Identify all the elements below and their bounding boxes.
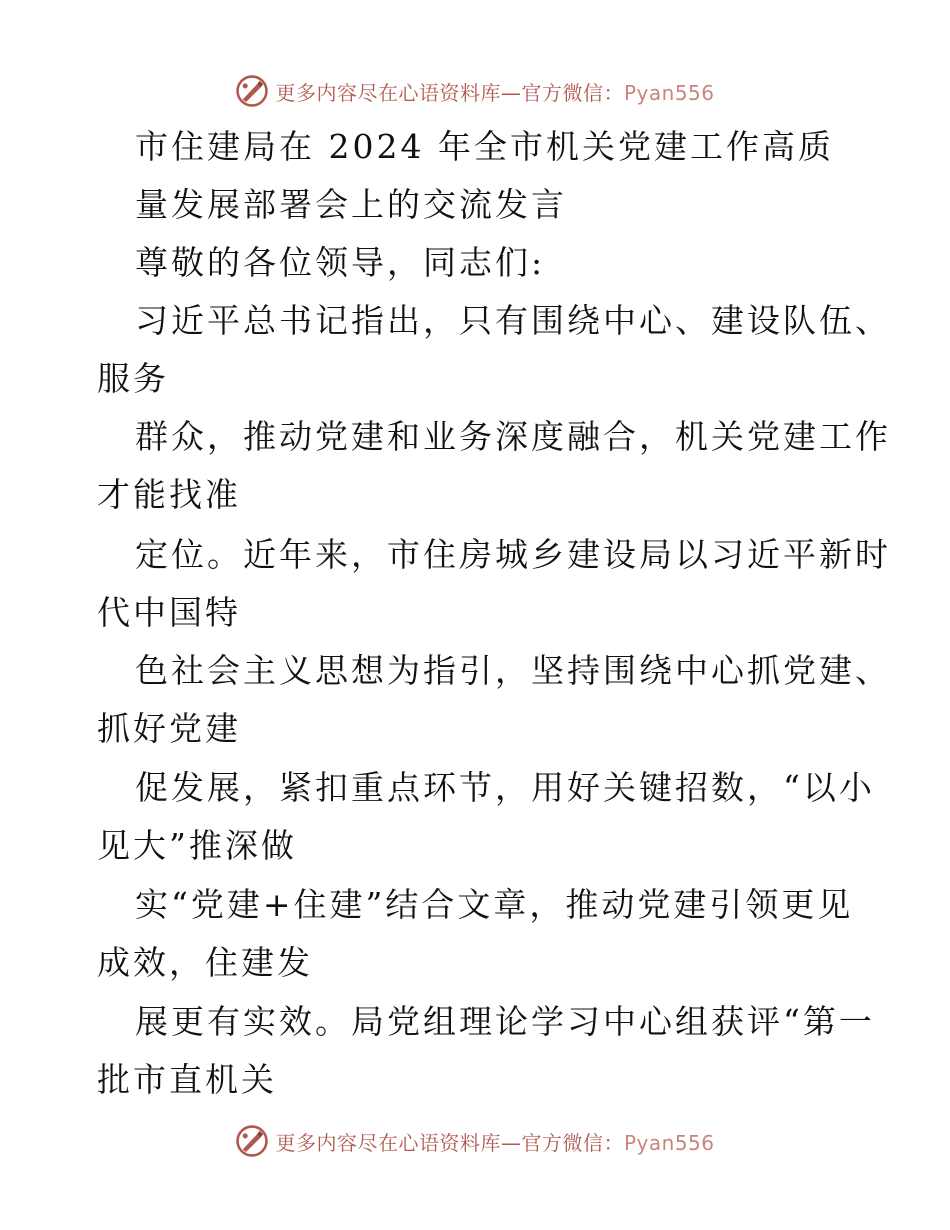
body-line: 才能找准 [97, 475, 241, 514]
footer-watermark [0, 1121, 950, 1161]
body-line: 抓好党建 [97, 709, 241, 748]
body-line: 定位。近年来，市住房城乡建设局以习近平新时 [135, 535, 891, 574]
body-line: 见大”推深做 [97, 826, 297, 865]
body-line: 习近平总书记指出，只有围绕中心、建设队伍、 [135, 301, 891, 340]
body-line: 实“党建+住建”结合文章，推动党建引领更见 [135, 885, 854, 924]
document-title-line-1: 市住建局在 2024 年全市机关党建工作高质 [135, 127, 834, 166]
body-line: 批市直机关 [97, 1060, 277, 1099]
body-line: 群众，推动党建和业务深度融合，机关党建工作 [135, 417, 891, 456]
body-line: 促发展，紧扣重点环节，用好关键招数，“以小 [135, 768, 875, 807]
pen-logo-icon [235, 1124, 269, 1158]
body-line: 成效，住建发 [97, 943, 313, 982]
body-line: 服务 [97, 359, 169, 398]
watermark-wechat-id: Pyan556 [623, 80, 715, 105]
watermark-wechat-id: Pyan556 [623, 1130, 715, 1155]
body-line: 代中国特 [97, 593, 241, 632]
body-line: 色社会主义思想为指引，坚持围绕中心抓党建、 [135, 651, 891, 690]
body-line: 展更有实效。局党组理论学习中心组获评“第一 [135, 1002, 875, 1041]
document-title-line-2: 量发展部署会上的交流发言 [135, 185, 567, 224]
header-watermark [0, 71, 950, 111]
watermark-text: 更多内容尽在心语资料库—官方微信：Pyan556 [275, 1130, 715, 1155]
watermark-text: 更多内容尽在心语资料库—官方微信：Pyan556 [275, 80, 715, 105]
salutation: 尊敬的各位领导，同志们: [135, 243, 546, 282]
pen-logo-icon [235, 74, 269, 108]
